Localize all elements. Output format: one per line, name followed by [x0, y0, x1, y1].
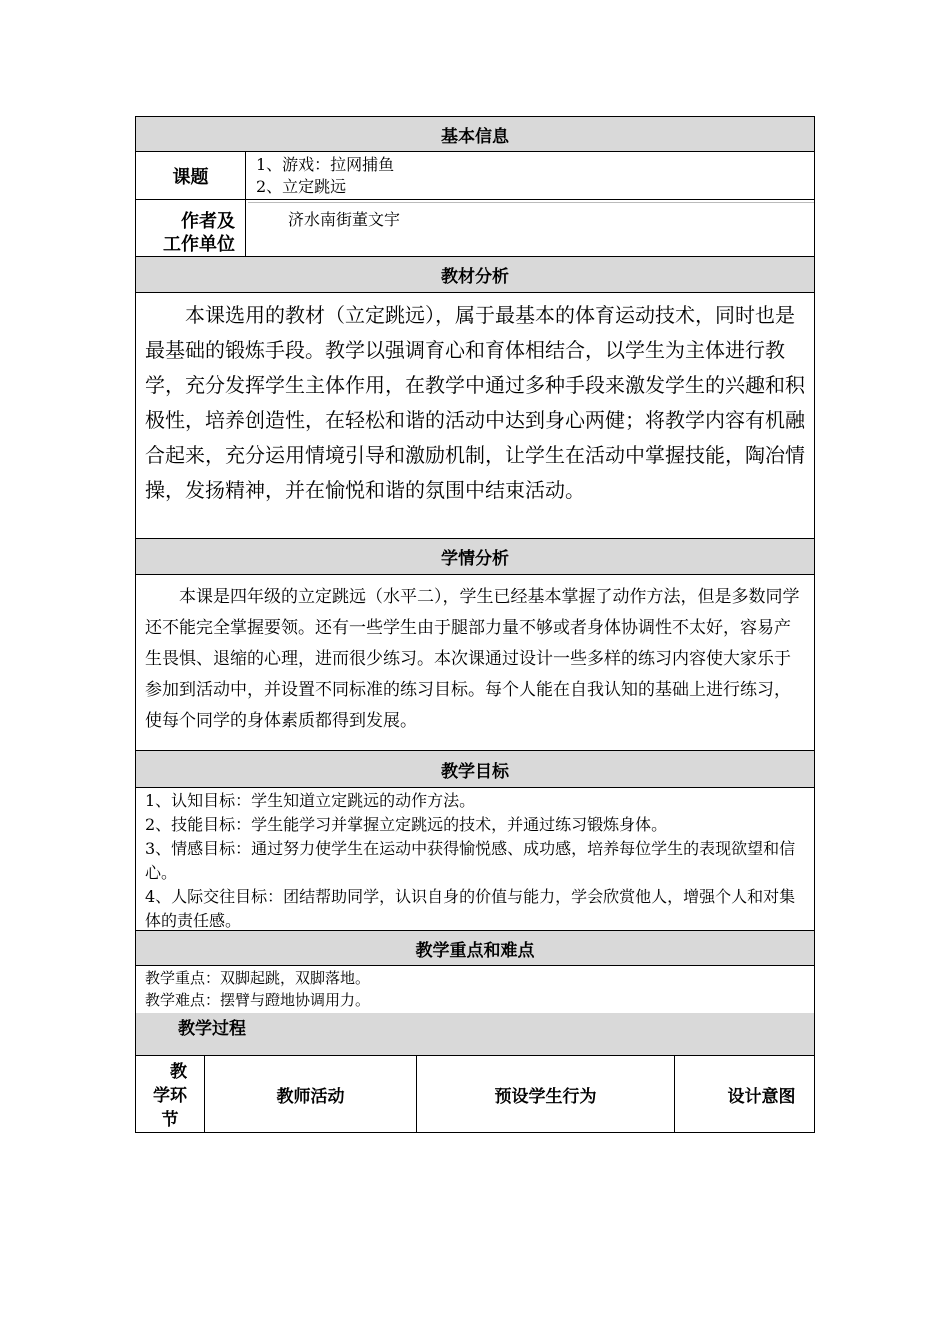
author-label	[136, 200, 246, 257]
stage-line-1: 教	[170, 1062, 187, 1082]
section-header-basic-info: 基本信息	[136, 117, 814, 152]
section-header-teaching-goals: 教学目标	[136, 751, 814, 788]
teaching-difficulty: 教学难点：摆臂与蹬地协调用力。	[145, 991, 371, 1009]
key-points-body	[136, 966, 814, 1013]
section-header-student-analysis: 学情分析	[136, 539, 814, 575]
teaching-goal-item: 1、认知目标：学生知道立定跳远的动作方法。	[145, 791, 476, 810]
topic-value	[246, 152, 814, 200]
teaching-goal-item: 2、技能目标：学生能学习并掌握立定跳远的技术，并通过练习锻炼身体。	[145, 815, 668, 834]
material-analysis-body	[136, 293, 814, 539]
material-analysis-text: 本课选用的教材（立定跳远），属于最基本的体育运动技术，同时也是最基础的锻炼手段。教学以强调育心和育体相结合，以学生为主体进行教学，充分发挥学生主体作用，在教学中通过多种手段来激发学生的兴趣和积极性，培养创造性，在轻松和谐的活动中达到身心两健；将教学内容有机融合起来，充分运用情境引导和激励机制，让学生在活动中掌握技能，陶冶情操，发扬精神，并在愉悦和谐的氛围中结束活动。	[145, 303, 805, 502]
section-header-key-points: 教学重点和难点	[136, 931, 814, 966]
author-label-line-2: 工作单位	[163, 234, 235, 255]
topic-line-2: 2、立定跳远	[256, 177, 347, 196]
author-value: 济水南街董文宇	[246, 200, 814, 257]
teaching-goal-item: 3、情感目标：通过努力使学生在运动中获得愉悦感、成功感，培养每位学生的表现欲望和信心。	[145, 839, 796, 882]
section-header-material-analysis: 教材分析	[136, 257, 814, 293]
teaching-focus: 教学重点：双脚起跳，双脚落地。	[145, 969, 371, 987]
topic-line-1: 1、游戏：拉网捕鱼	[256, 155, 395, 174]
col-header-stage	[136, 1056, 205, 1132]
col-header-design-intent: 设计意图	[727, 1086, 796, 1107]
col-header-teacher-activity: 教师活动	[205, 1056, 417, 1132]
teaching-goals-body	[136, 788, 814, 931]
student-analysis-body	[136, 575, 814, 751]
section-header-process: 教学过程	[178, 1019, 246, 1039]
topic-label: 课题	[136, 152, 246, 200]
col-header-student-behavior: 预设学生行为	[417, 1056, 675, 1132]
author-label-line-1: 作者及	[181, 211, 235, 232]
inner-rule	[248, 202, 814, 203]
stage-line-3: 节	[161, 1110, 179, 1130]
student-analysis-text: 本课是四年级的立定跳远（水平二），学生已经基本掌握了动作方法，但是多数同学还不能完全掌握要领。还有一些学生由于腿部力量不够或者身体协调性不太好，容易产生畏惧、退缩的心理，进而很少练习。本次课通过设计一些多样的练习内容使大家乐于参加到活动中，并设置不同标准的练习目标。每个人能在自我认知的基础上进行练习，使每个同学的身体素质都得到发展。	[145, 587, 800, 731]
process-header-band	[136, 1013, 814, 1056]
stage-line-2: 学环	[153, 1086, 187, 1106]
teaching-goal-item: 4、人际交往目标：团结帮助同学，认识自身的价值与能力，学会欣赏他人，增强个人和对集体的责任感。	[145, 887, 796, 930]
